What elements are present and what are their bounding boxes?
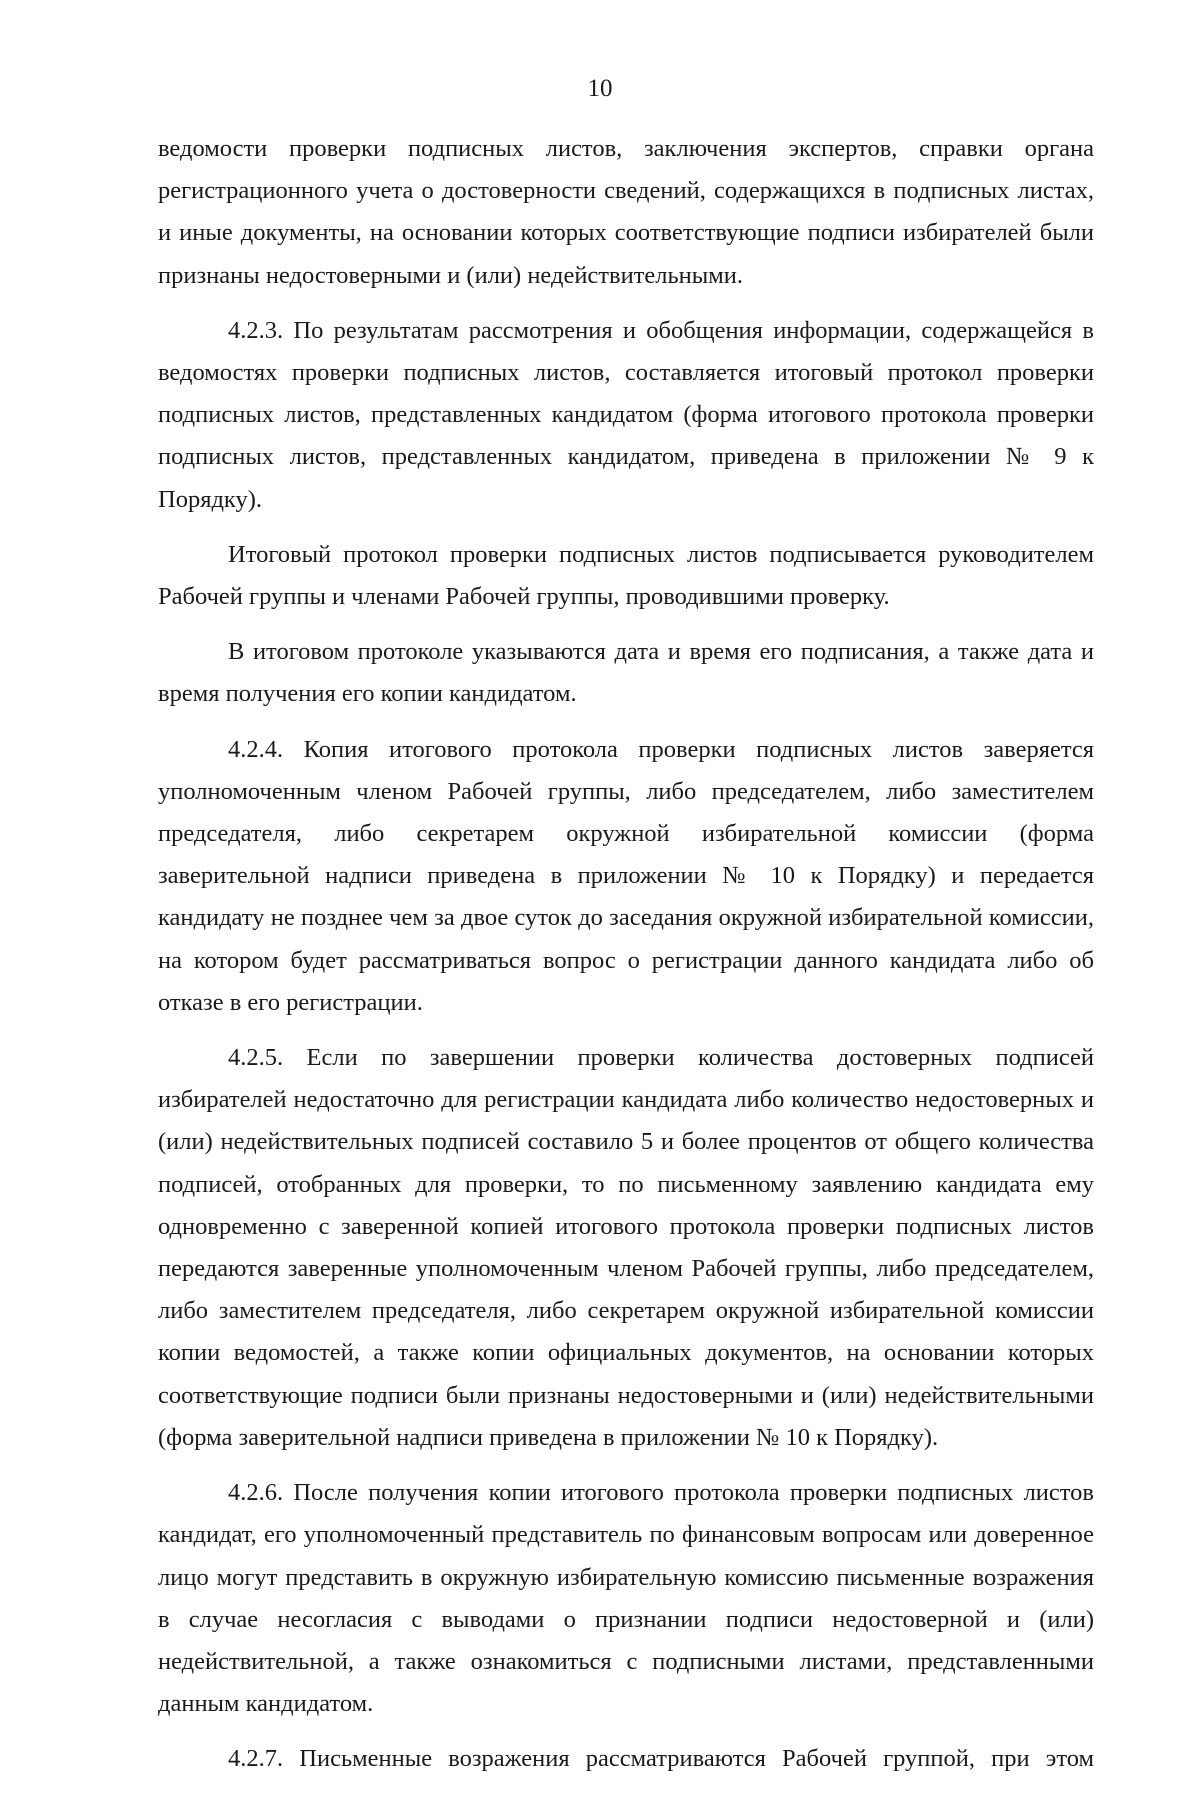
paragraph-4-2-5: 4.2.5. Если по завершении проверки количества достоверных подписей избирателей недостаточно для регистрации кандидата либо количество недостоверных и (или) недействительных подписей составило 5 и более процентов от общего количества подписей, отобранных для проверки, то по письменному заявлению кандидата ему одновременно с заверенной копией итогового протокола проверки подписных листов передаются заверенные уполномоченным членом Рабочей группы, либо председателем, либо заместителем председателя, либо секретарем окружной избирательной комиссии копии ведомостей, а также копии официальных документов, на основании которых соответствующие подписи были признаны недостоверными и (или) недействительными (форма заверительной надписи приведена в приложении № 10 к Порядку). xyxy=(158,1044,1094,1451)
paragraph-4-2-6: 4.2.6. После получения копии итогового протокола проверки подписных листов кандидат, его уполномоченный представитель по финансовым вопросам или доверенное лицо могут представить в окружную избирательную комиссию письменные возражения в случае несогласия с выводами о признании подписи недостоверной и (или) недействительной, а также ознакомиться с подписными листами, представленными данным кандидатом. xyxy=(158,1479,1094,1718)
paragraph-protocol-signing: Итоговый протокол проверки подписных листов подписывается руководителем Рабочей группы и членами Рабочей группы, проводившими проверку. xyxy=(158,540,1094,611)
paragraph-protocol-dates: В итоговом протоколе указываются дата и время его подписания, а также дата и время получения его копии кандидатом. xyxy=(158,638,1094,708)
document-body xyxy=(158,128,1094,1794)
page-number: 10 xyxy=(587,75,613,102)
paragraph-4-2-4: 4.2.4. Копия итогового протокола проверки подписных листов заверяется уполномоченным членом Рабочей группы, либо председателем, либо заместителем председателя, либо секретарем окружной избирательной комиссии (форма заверительной надписи приведена в приложении № 10 к Порядку) и передается кандидату не позднее чем за двое суток до заседания окружной избирательной комиссии, на котором будет рассматриваться вопрос о регистрации данного кандидата либо об отказе в его регистрации. xyxy=(158,735,1094,1016)
paragraph-4-2-3: 4.2.3. По результатам рассмотрения и обобщения информации, содержащейся в ведомостях проверки подписных листов, составляется итоговый протокол проверки подписных листов, представленных кандидатом (форма итогового протокола проверки подписных листов, представленных кандидатом, приведена в приложении № 9 к Порядку). xyxy=(158,316,1094,513)
paragraph-4-2-7: 4.2.7. Письменные возражения рассматриваются Рабочей группой, при этом xyxy=(228,1745,1094,1773)
paragraph-continuation: ведомости проверки подписных листов, заключения экспертов, справки органа регистрационного учета о достоверности сведений, содержащихся в подписных листах, и иные документы, на основании которых соответствующие подписи избирателей были признаны недостоверными и (или) недействительными. xyxy=(158,135,1094,289)
